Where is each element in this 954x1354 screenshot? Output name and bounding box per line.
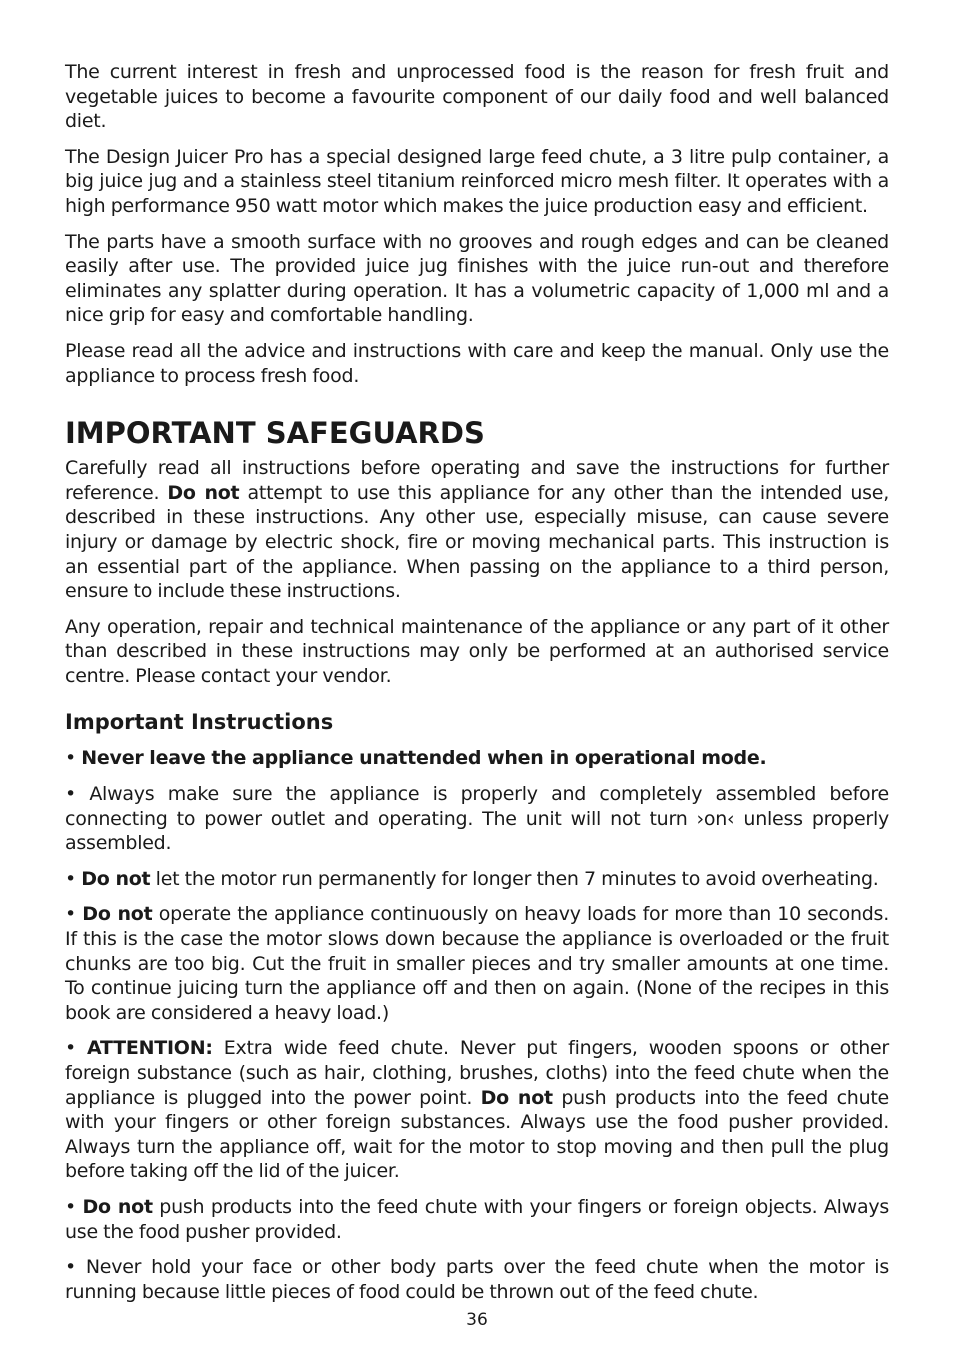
bullet-glyph: • [65, 783, 76, 806]
bold-span: Do not [480, 1086, 553, 1109]
safeguards-paragraph-2: Any operation, repair and technical maintenance of the appliance or any part of it other than described in these instructions may only be performed at an authorised service centre. Please contact your vendor. [65, 615, 889, 687]
text-span: operate the appliance continuously on heavy loads for more than 10 seconds. If this is the case the motor slows down because the appliance is overloaded or the fruit chunks are too big. Cut the fruit in smaller pieces and try smaller amounts at one time. To continue juicing turn the appliance off and then on again. (None of the recipes in this book are considered a heavy load.) [65, 903, 889, 1024]
text-span: Always make sure the appliance is properly and completely assembled before connecting to power outlet and operating. The unit will not turn ›on‹ unless properly assembled. [65, 783, 889, 855]
bullet-glyph: • [65, 1256, 76, 1279]
instruction-item-1 [65, 746, 889, 771]
instructions-list [65, 746, 889, 1304]
bold-span: Do not [81, 867, 151, 890]
text-span: attempt to use this appliance for any other than the intended use, described in these instructions. Any other use, especially misuse, can cause severe injury or damage by electric shock, fire or moving mechanical parts. This instruction is an essential part of the appliance. When passing on the appliance to a third person, ensure to include these instructions. [65, 481, 889, 603]
bullet-glyph: • [65, 867, 76, 890]
bullet-glyph: • [65, 1037, 76, 1060]
text-span: Extra wide feed chute. Never put fingers, wooden spoons or other foreign substance (such as hair, clothing, brushes, cloths) into the feed chute when the appliance is plugged into the power point. [65, 1037, 889, 1109]
manual-page [65, 60, 889, 1315]
bold-span: ATTENTION: [87, 1037, 213, 1060]
intro-paragraph-4: Please read all the advice and instructions with care and keep the manual. Only use the appliance to process fresh food. [65, 339, 889, 387]
text-span: let the motor run permanently for longer then 7 minutes to avoid overheating. [150, 867, 879, 890]
intro-paragraph-1: The current interest in fresh and unprocessed food is the reason for fresh fruit and vegetable juices to become a favourite component of our daily food and well balanced diet. [65, 61, 889, 133]
intro-paragraph-3: The parts have a smooth surface with no grooves and rough edges and can be cleaned easily after use. The provided juice jug finishes with the juice run-out and therefore eliminates any splatter during operation. It has a volumetric capacity of 1,000 ml and a nice grip for easy and comfortable handling. [65, 230, 889, 327]
intro-section [65, 60, 889, 388]
bold-span: Do not [167, 481, 240, 504]
safeguards-heading: IMPORTANT SAFEGUARDS [65, 416, 485, 451]
text-span: Never hold your face or other body parts over the feed chute when the motor is running because little pieces of food could be thrown out of the feed chute. [65, 1256, 889, 1303]
instruction-item-6 [65, 1195, 889, 1244]
text-span: push products into the feed chute with your fingers or other foreign substances. Always use the food pusher provided. Always turn the appliance off, wait for the motor to stop moving and then pull the plug before taking off the lid of the juicer. [65, 1086, 889, 1183]
bullet-glyph: • [65, 1195, 76, 1218]
instruction-item-7 [65, 1255, 889, 1304]
text-span: push products into the feed chute with your fingers or foreign objects. Always use the food pusher provided. [65, 1195, 889, 1243]
page-number: 36 [466, 1310, 488, 1330]
bold-span: Do not [82, 1195, 153, 1218]
intro-paragraph-2: The Design Juicer Pro has a special designed large feed chute, a 3 litre pulp container, a big juice jug and a stainless steel titanium reinforced micro mesh filter. It operates with a high performance 950 watt motor which makes the juice production easy and efficient. [65, 145, 889, 217]
bullet-glyph: • [65, 747, 76, 770]
instruction-item-4 [65, 902, 889, 1025]
bold-span: Never leave the appliance unattended when in operational mode. [81, 747, 767, 770]
text-span: Carefully read all instructions before operating and save the instructions for further reference. [65, 457, 889, 504]
instructions-heading: Important Instructions [65, 710, 334, 735]
instruction-item-2 [65, 782, 889, 856]
safeguards-paragraph-1 [65, 456, 889, 604]
bold-span: Do not [82, 903, 153, 926]
instruction-item-5 [65, 1036, 889, 1184]
instruction-item-3 [65, 867, 889, 892]
bullet-glyph: • [65, 903, 76, 926]
